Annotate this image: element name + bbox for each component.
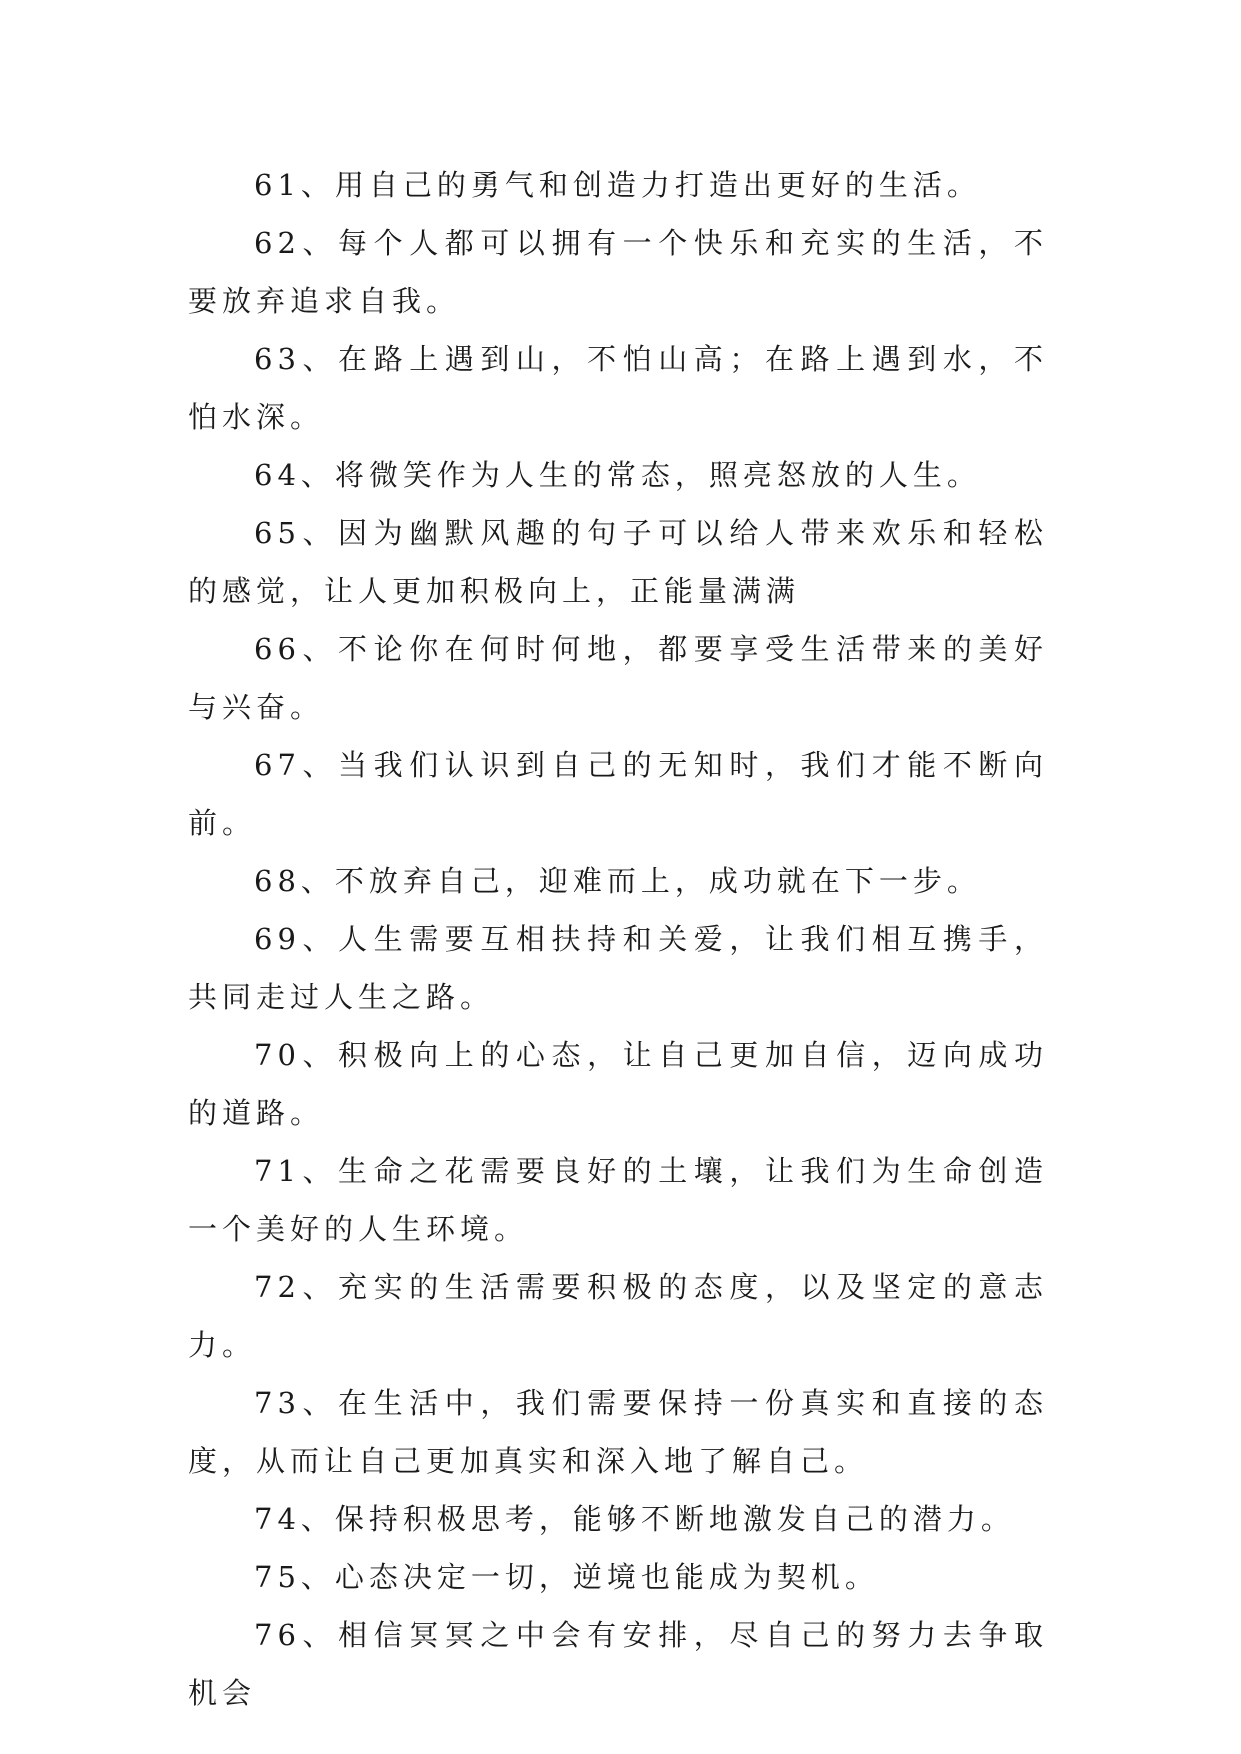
quote-paragraph-62: 62、每个人都可以拥有一个快乐和充实的生活，不要放弃追求自我。	[188, 226, 1048, 318]
quote-paragraph-75: 75、心态决定一切，逆境也能成为契机。	[254, 1560, 879, 1594]
document-body	[188, 156, 1048, 1722]
quote-paragraph-72: 72、充实的生活需要积极的态度，以及坚定的意志力。	[188, 1270, 1048, 1362]
quote-paragraph-64: 64、将微笑作为人生的常态，照亮怒放的人生。	[254, 458, 981, 492]
quote-paragraph-67: 67、当我们认识到自己的无知时，我们才能不断向前。	[188, 748, 1048, 840]
quote-paragraph-63: 63、在路上遇到山，不怕山高；在路上遇到水，不怕水深。	[188, 342, 1048, 434]
quote-paragraph-71: 71、生命之花需要良好的土壤，让我们为生命创造一个美好的人生环境。	[188, 1154, 1048, 1246]
quote-paragraph-74: 74、保持积极思考，能够不断地激发自己的潜力。	[254, 1502, 1015, 1536]
quote-paragraph-61: 61、用自己的勇气和创造力打造出更好的生活。	[254, 168, 981, 202]
quote-paragraph-68: 68、不放弃自己，迎难而上，成功就在下一步。	[254, 864, 981, 898]
quote-paragraph-66: 66、不论你在何时何地，都要享受生活带来的美好与兴奋。	[188, 632, 1048, 724]
quote-paragraph-69: 69、人生需要互相扶持和关爱，让我们相互携手，共同走过人生之路。	[188, 922, 1048, 1014]
quote-paragraph-73: 73、在生活中，我们需要保持一份真实和直接的态度，从而让自己更加真实和深入地了解自己。	[188, 1386, 1048, 1478]
quote-paragraph-76: 76、相信冥冥之中会有安排，尽自己的努力去争取机会	[188, 1618, 1048, 1710]
quote-paragraph-65: 65、因为幽默风趣的句子可以给人带来欢乐和轻松的感觉，让人更加积极向上，正能量满满	[188, 516, 1048, 608]
quote-paragraph-70: 70、积极向上的心态，让自己更加自信，迈向成功的道路。	[188, 1038, 1048, 1130]
